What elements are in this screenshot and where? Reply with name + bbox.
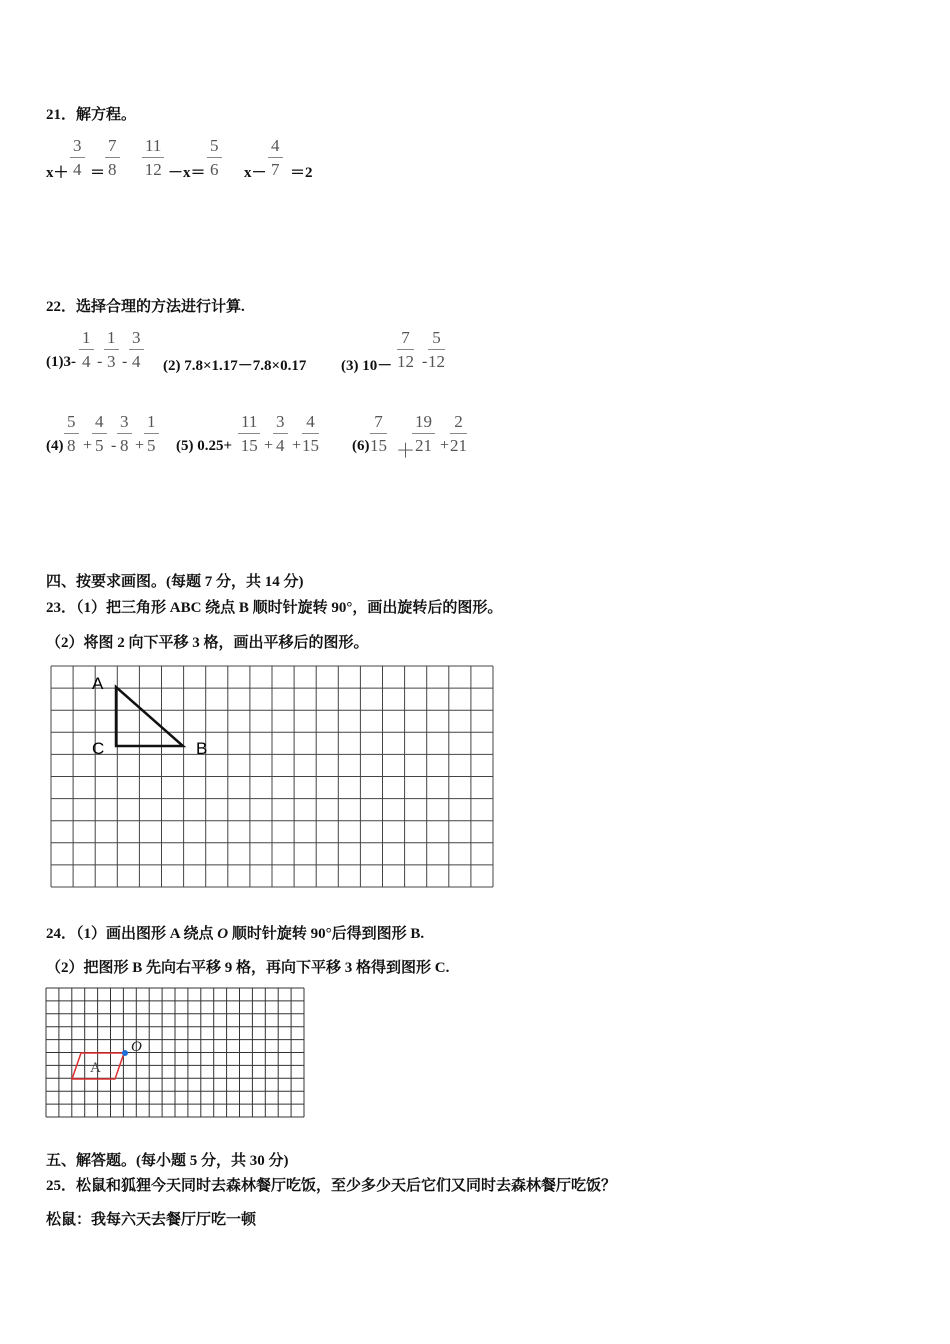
eq2-fraction-1: [142, 137, 164, 178]
eq1-fraction-1: [70, 137, 85, 178]
denominator: 15: [240, 436, 258, 455]
numerator: 4: [268, 137, 283, 158]
q24-part-2: （2）把图形 B 先向右平移 9 格，再向下平移 3 格得到图形 C.: [46, 960, 450, 976]
denominator: 4: [276, 436, 285, 455]
p1-op-1: -: [97, 353, 103, 370]
p1-fraction-a: [79, 329, 94, 370]
denominator: 5: [147, 436, 156, 455]
p1-fraction-c: [129, 329, 144, 370]
point-label-o: O: [131, 1039, 142, 1055]
point-label-b: B: [196, 739, 208, 758]
denominator: 12: [144, 160, 162, 179]
grid-1-svg: [48, 664, 498, 892]
p4-op-1: +: [83, 437, 93, 454]
denominator: 12: [428, 352, 445, 371]
p6-fraction-c: [450, 413, 467, 454]
numerator: 3: [117, 413, 132, 434]
p4-fraction-c: [117, 413, 132, 454]
grid-2-svg: [44, 986, 306, 1120]
p6-fraction-a: [370, 413, 387, 454]
p4-label: (4): [46, 438, 64, 454]
eq2-fraction-2: [207, 137, 222, 178]
grid-1-figure: [48, 664, 498, 897]
p6-fraction-b: [412, 413, 435, 454]
numerator: 5: [207, 137, 222, 158]
p1-op-2: -: [122, 353, 128, 370]
numerator: 1: [104, 329, 119, 350]
p5-label: (5) 0.25+: [176, 438, 233, 454]
triangle-abc: [116, 687, 183, 746]
p1-label: (1)3-: [46, 354, 76, 370]
point-label-a: A: [92, 674, 104, 693]
eq1-fraction-2: [105, 137, 120, 178]
p5-op-1: +: [264, 437, 274, 454]
numerator: 7: [370, 413, 387, 434]
denominator: 15: [302, 436, 319, 455]
numerator: 11: [142, 137, 164, 158]
q24-part-1-post: 顺时针旋转 90°后得到图形 B.: [228, 926, 425, 942]
denominator: 7: [271, 160, 280, 179]
q21-title: 21．解方程。: [46, 107, 137, 123]
denominator: 8: [120, 436, 129, 455]
eq2-mid: －x＝: [168, 165, 206, 181]
numerator: 7: [397, 329, 414, 350]
p5-op-2: +: [292, 437, 302, 454]
eq1-lhs: x＋: [46, 165, 69, 181]
q25-text: 25．松鼠和狐狸今天同时去森林餐厅吃饭，至少多少天后它们又同时去森林餐厅吃饭？: [46, 1178, 617, 1194]
numerator: 5: [64, 413, 79, 434]
p6-op-1: ＋: [396, 441, 416, 462]
section-4-title: 四、按要求画图。(每题 7 分，共 14 分): [46, 574, 304, 590]
denominator: 12: [397, 352, 414, 371]
point-o-marker: [122, 1050, 128, 1056]
eq3-fraction: [268, 137, 283, 178]
q23-part-1: 23．（1）把三角形 ABC 绕点 B 顺时针旋转 90°，画出旋转后的图形。: [46, 600, 503, 616]
numerator: 4: [302, 413, 319, 434]
p4-op-2: -: [111, 437, 117, 454]
p4-op-3: +: [135, 437, 145, 454]
p3-fraction-a: [397, 329, 414, 370]
section-5-title: 五、解答题。(每小题 5 分，共 30 分): [46, 1153, 289, 1169]
numerator: 3: [70, 137, 85, 158]
p5-fraction-a: [238, 413, 260, 454]
p5-fraction-c: [302, 413, 319, 454]
shape-label-a: A: [90, 1060, 101, 1076]
eq3-lhs: x－: [244, 165, 267, 181]
numerator: 1: [144, 413, 159, 434]
denominator: 15: [370, 436, 387, 455]
denominator: 3: [107, 352, 116, 371]
denominator: 21: [415, 436, 432, 455]
q24-part-1: [46, 922, 424, 943]
p4-fraction-d: [144, 413, 159, 454]
numerator: 19: [412, 413, 435, 434]
grid-2-figure: [44, 986, 306, 1125]
numerator: 5: [428, 329, 445, 350]
denominator: 4: [82, 352, 91, 371]
p6-op-2: +: [440, 437, 450, 454]
squirrel-statement: 松鼠：我每六天去餐厅厅吃一顿: [46, 1212, 257, 1228]
p4-fraction-a: [64, 413, 79, 454]
numerator: 4: [92, 413, 107, 434]
denominator: 6: [210, 160, 219, 179]
q24-point-o: O: [217, 926, 229, 942]
denominator: 8: [67, 436, 76, 455]
denominator: 8: [108, 160, 117, 179]
p6-label: (6): [352, 438, 370, 454]
denominator: 4: [132, 352, 141, 371]
numerator: 2: [450, 413, 467, 434]
numerator: 7: [105, 137, 120, 158]
numerator: 3: [129, 329, 144, 350]
eq1-equals: ＝: [90, 165, 106, 181]
p3-op: -: [422, 353, 428, 370]
denominator: 5: [95, 436, 104, 455]
denominator: 4: [73, 160, 82, 179]
p4-fraction-b: [92, 413, 107, 454]
point-label-c: C: [92, 739, 105, 758]
numerator: 1: [79, 329, 94, 350]
q22-title: 22．选择合理的方法进行计算.: [46, 299, 245, 315]
numerator: 11: [238, 413, 260, 434]
numerator: 3: [273, 413, 288, 434]
grid-1-lines: [51, 666, 493, 887]
denominator: 21: [450, 436, 467, 455]
q24-part-1-pre: 24．（1）画出图形 A 绕点: [46, 926, 218, 942]
p3-label: (3) 10－: [341, 358, 393, 374]
q23-part-2: （2）将图 2 向下平移 3 格，画出平移后的图形。: [46, 635, 369, 651]
eq3-rhs: ＝2: [290, 165, 313, 181]
p5-fraction-b: [273, 413, 288, 454]
p2-expression: (2) 7.8×1.17－7.8×0.17: [163, 358, 307, 374]
p1-fraction-b: [104, 329, 119, 370]
p3-fraction-b: [428, 329, 445, 370]
